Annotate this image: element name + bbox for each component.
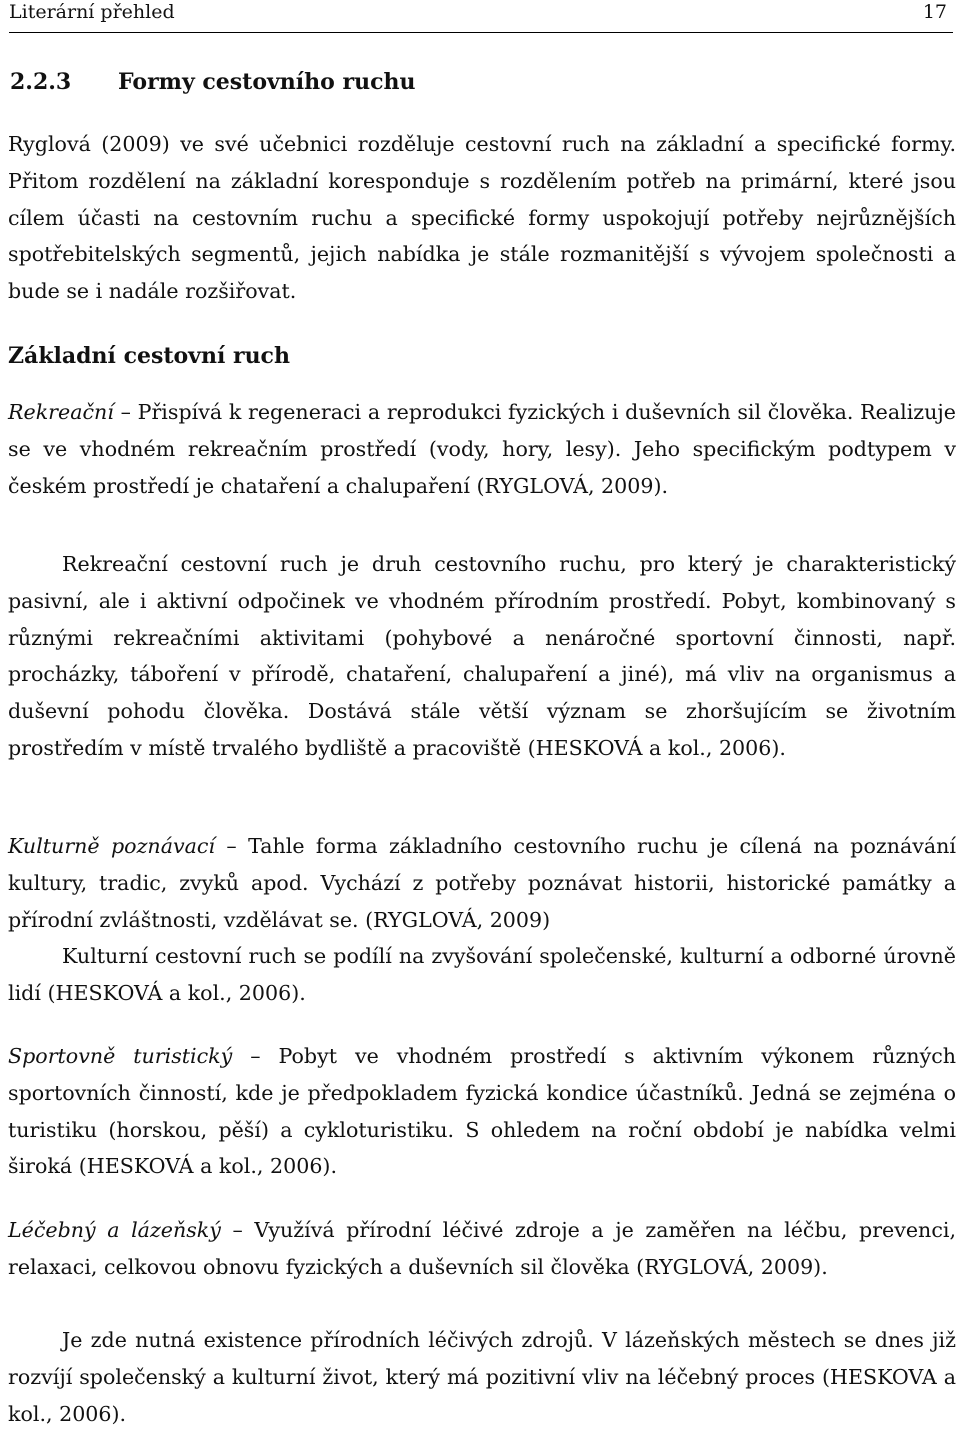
spa-paragraph — [8, 1212, 956, 1286]
cultural-dash: – — [215, 834, 249, 858]
recreational-follow-paragraph: Rekreační cestovní ruch je druh cestovního ruchu, pro který je charakteristický pasivní, ale i aktivní odpočinek ve vhodném přírodním prostředí. Pobyt, kombinovaný s různými rekreačními aktivitami (pohybové a nenáročné sportovní činnosti, např. procházky, táboření v přírodě, chataření, chalupaření a jiné), má vliv na organismus a duševní pohodu člověka. Dostává stále větší význam se zhoršujícím se životním prostředím v místě trvalého bydliště a pracoviště (HESKOVÁ a kol., 2006). — [8, 552, 956, 760]
cultural-follow-paragraph: Kulturní cestovní ruch se podílí na zvyšování společenské, kulturní a odborné úrovně lidí (HESKOVÁ a kol., 2006). — [8, 944, 956, 1005]
sport-term: Sportovně turistický — [8, 1044, 233, 1068]
recreational-paragraph — [8, 394, 956, 504]
sport-paragraph — [8, 1038, 956, 1185]
subheading: Základní cestovní ruch — [8, 343, 290, 369]
sport-dash: – — [232, 1044, 279, 1068]
recreational-dash: – — [113, 400, 138, 424]
cultural-text: Tahle forma základního cestovního ruchu je cílená na poznávání kultury, tradic, zvyků apod. Vychází z potřeby poznávat historii, historické památky a přírodní zvláštnosti, vzdělávat se. (RYGLOVÁ, 2009) — [8, 834, 957, 932]
spa-term: Léčebný a lázeňský — [8, 1218, 221, 1242]
section-title: Formy cestovního ruchu — [118, 69, 416, 95]
running-header — [9, 0, 953, 33]
spa-dash: – — [220, 1218, 255, 1242]
section-number: 2.2.3 — [10, 69, 72, 95]
sport-text: Pobyt ve vhodném prostředí s aktivním výkonem různých sportovních činností, kde je předpokladem fyzická kondice účastníků. Jedná se zejména o turistiku (horskou, pěší) a cykloturistiku. S ohledem na roční období je nabídka velmi široká (HESKOVÁ a kol., 2006). — [8, 1044, 956, 1179]
intro-paragraph: Ryglová (2009) ve své učebnici rozděluje cestovní ruch na základní a specifické formy. Přitom rozdělení na základní koresponduje s rozdělením potřeb na primární, které jsou cílem účasti na cestovním ruchu a specifické formy uspokojují potřeby nejrůznějších spotřebitelských segmentů, jejich nabídka je stále rozmanitější s vývojem společnosti a bude se i nadále rozšiřovat. — [8, 132, 956, 304]
chapter-title: Literární přehled — [9, 1, 175, 23]
page-number: 17 — [922, 1, 947, 23]
cultural-paragraph — [8, 828, 956, 938]
spa-follow-paragraph: Je zde nutná existence přírodních léčivých zdrojů. V lázeňských městech se dnes již rozvíjí společenský a kulturní život, který má pozitivní vliv na léčebný proces (HESKOVA a kol., 2006). — [8, 1328, 956, 1426]
spa-text: Využívá přírodní léčivé zdroje a je zaměřen na léčbu, prevenci, relaxaci, celkovou obnovu fyzických a duševních sil člověka (RYGLOVÁ, 2009). — [8, 1218, 956, 1279]
section-heading — [10, 64, 415, 100]
recreational-term: Rekreační — [8, 400, 114, 424]
recreational-text: Přispívá k regeneraci a reprodukci fyzických i duševních sil člověka. Realizuje se ve vhodném rekreačním prostředí (vody, hory, lesy). Jeho specifickým podtypem v českém prostředí je chataření a chalupaření (RYGLOVÁ, 2009). — [8, 400, 956, 498]
cultural-term: Kulturně poznávací — [8, 834, 216, 858]
